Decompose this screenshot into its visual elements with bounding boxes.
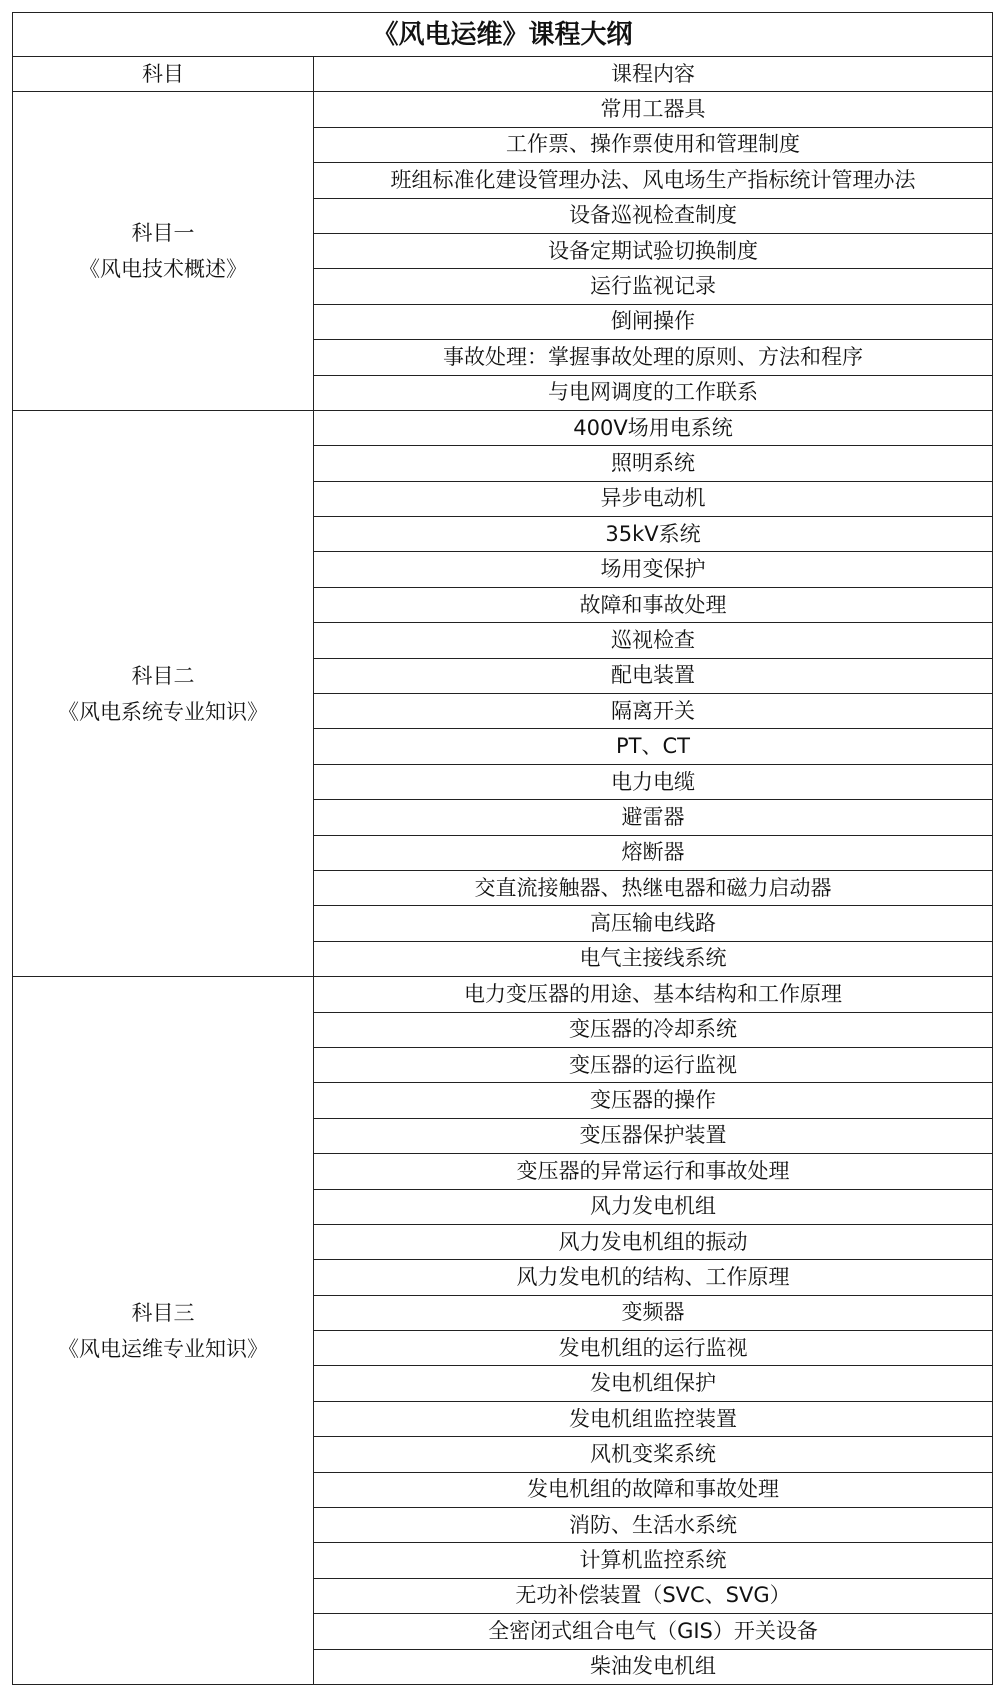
course-content-cell: 变压器的操作 — [314, 1083, 993, 1118]
course-content-cell: 倒闸操作 — [314, 304, 993, 339]
course-content-cell: 发电机组监控装置 — [314, 1401, 993, 1436]
course-content-cell: 照明系统 — [314, 446, 993, 481]
course-content-cell: 变压器的异常运行和事故处理 — [314, 1154, 993, 1189]
course-content-cell: 隔离开关 — [314, 694, 993, 729]
subject-name: 科目三 — [131, 1300, 195, 1325]
course-content-cell: 35kV系统 — [314, 517, 993, 552]
subject-cell — [13, 92, 314, 411]
subject-course-title: 《风电运维专业知识》 — [58, 1336, 268, 1361]
course-content-cell: 设备巡视检查制度 — [314, 198, 993, 233]
course-content-cell: 事故处理：掌握事故处理的原则、方法和程序 — [314, 340, 993, 375]
course-content-cell: 运行监视记录 — [314, 269, 993, 304]
table-body — [13, 92, 993, 1685]
course-content-cell: 班组标准化建设管理办法、风电场生产指标统计管理办法 — [314, 163, 993, 198]
course-content-cell: 常用工器具 — [314, 92, 993, 127]
course-content-cell: 故障和事故处理 — [314, 587, 993, 622]
course-content-cell: 工作票、操作票使用和管理制度 — [314, 127, 993, 162]
course-content-cell: 电气主接线系统 — [314, 941, 993, 976]
course-content-cell: 场用变保护 — [314, 552, 993, 587]
course-content-cell: 计算机监控系统 — [314, 1543, 993, 1578]
subject-name: 科目二 — [131, 663, 195, 688]
course-content-cell: 电力电缆 — [314, 764, 993, 799]
course-content-cell: 设备定期试验切换制度 — [314, 233, 993, 268]
course-content-cell: 电力变压器的用途、基本结构和工作原理 — [314, 977, 993, 1012]
course-content-cell: 柴油发电机组 — [314, 1649, 993, 1684]
course-content-cell: 高压输电线路 — [314, 906, 993, 941]
course-content-cell: 无功补偿装置（SVC、SVG） — [314, 1578, 993, 1613]
course-content-cell: 消防、生活水系统 — [314, 1508, 993, 1543]
course-content-cell: 熔断器 — [314, 835, 993, 870]
table-row — [13, 410, 993, 445]
course-content-cell: 风机变桨系统 — [314, 1437, 993, 1472]
course-content-cell: 400V场用电系统 — [314, 410, 993, 445]
subject-name: 科目一 — [131, 221, 195, 246]
course-content-cell: 变压器的运行监视 — [314, 1047, 993, 1082]
subject-course-title: 《风电系统专业知识》 — [58, 699, 268, 724]
course-content-cell: PT、CT — [314, 729, 993, 764]
syllabus-table — [12, 12, 993, 1685]
table-row — [13, 977, 993, 1012]
table-row — [13, 92, 993, 127]
title-row — [13, 13, 993, 57]
content-column-header: 课程内容 — [314, 57, 993, 92]
subject-cell — [13, 410, 314, 976]
header-row — [13, 57, 993, 92]
course-content-cell: 巡视检查 — [314, 623, 993, 658]
course-content-cell: 交直流接触器、热继电器和磁力启动器 — [314, 870, 993, 905]
course-content-cell: 发电机组的故障和事故处理 — [314, 1472, 993, 1507]
course-content-cell: 风力发电机的结构、工作原理 — [314, 1260, 993, 1295]
course-content-cell: 发电机组保护 — [314, 1366, 993, 1401]
course-content-cell: 发电机组的运行监视 — [314, 1331, 993, 1366]
subject-column-header: 科目 — [13, 57, 314, 92]
course-content-cell: 配电装置 — [314, 658, 993, 693]
course-content-cell: 与电网调度的工作联系 — [314, 375, 993, 410]
course-content-cell: 变压器的冷却系统 — [314, 1012, 993, 1047]
course-content-cell: 避雷器 — [314, 800, 993, 835]
course-content-cell: 异步电动机 — [314, 481, 993, 516]
subject-cell — [13, 977, 314, 1685]
course-content-cell: 变压器保护装置 — [314, 1118, 993, 1153]
page-title: 《风电运维》课程大纲 — [13, 13, 993, 57]
subject-course-title: 《风电技术概述》 — [79, 257, 247, 282]
course-content-cell: 风力发电机组 — [314, 1189, 993, 1224]
course-content-cell: 风力发电机组的振动 — [314, 1224, 993, 1259]
course-content-cell: 全密闭式组合电气（GIS）开关设备 — [314, 1614, 993, 1649]
course-content-cell: 变频器 — [314, 1295, 993, 1330]
